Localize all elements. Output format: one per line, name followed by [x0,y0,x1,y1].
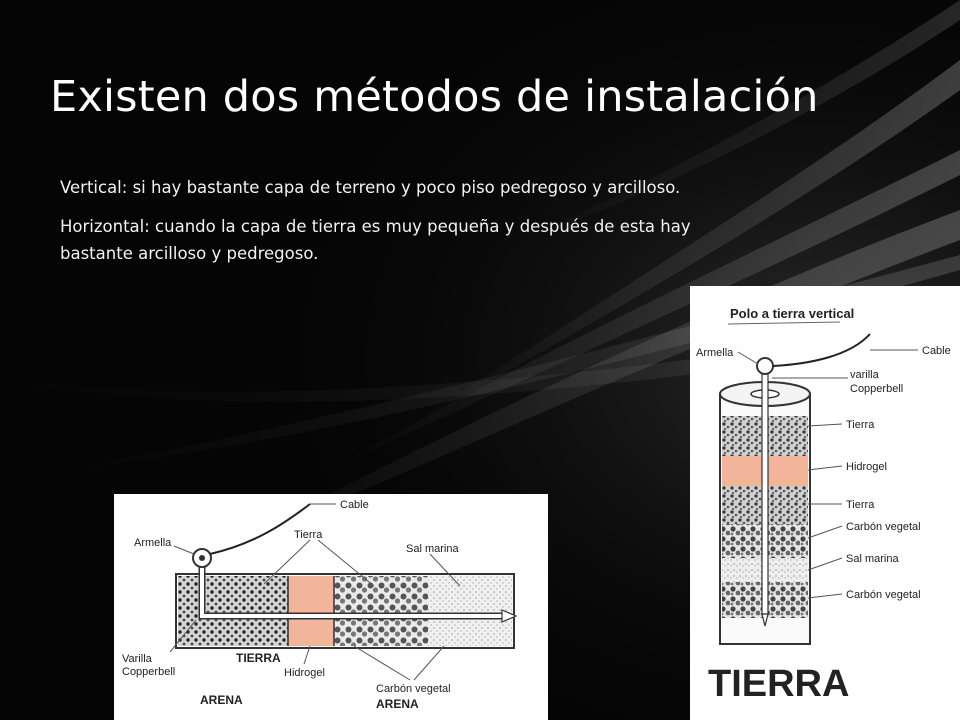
h-layer-carbon [334,576,428,646]
vertical-grounding-diagram [690,286,960,720]
paragraph-horizontal: Horizontal: cuando la capa de tierra es muy pequeña y después de esta hay bastante arcilloso y pedregoso. [60,217,691,263]
label-armella: Armella [696,347,734,359]
label-carbon-1: Carbón vegetal [846,521,921,533]
h-label-copperbell: Copperbell [122,666,176,678]
h-label-hidrogel: Hidrogel [284,667,325,679]
label-carbon-2: Carbón vegetal [846,589,921,601]
h-layer-sal-marina [428,576,512,646]
h-label-armella: Armella [134,537,172,549]
label-tierra-mid: Tierra [846,499,875,511]
h-armella-center [199,555,205,561]
vertical-diagram-svg [690,286,960,720]
slide-body [60,174,710,279]
h-label-cable: Cable [340,499,369,511]
label-sal-marina: Sal marina [846,553,899,565]
label-cable: Cable [922,345,951,357]
h-layer-tierra [178,576,288,646]
vertical-heading: Polo a tierra vertical [730,306,855,321]
label-varilla: varilla [850,369,879,381]
label-tierra-top: Tierra [846,419,875,431]
h-label-arena-right: ARENA [376,697,419,711]
label-copperbell: Copperbell [850,383,904,395]
cable-line [773,334,870,366]
label-hidrogel: Hidrogel [846,461,887,473]
h-label-tierra: Tierra [294,529,323,541]
h-label-carbon: Carbón vegetal [376,683,451,695]
ground-label-tierra: TIERRA [708,663,850,705]
armella-ring [757,358,773,374]
h-label-sal-marina: Sal marina [406,543,459,555]
h-label-arena-left: ARENA [200,693,243,707]
h-label-varilla: Varilla [122,653,152,665]
horizontal-grounding-diagram [114,494,548,720]
heading-underline [728,322,840,324]
horizontal-diagram-svg [114,494,548,720]
copperbell-rod [762,368,768,614]
paragraph-vertical: Vertical: si hay bastante capa de terreno y poco piso pedregoso y arcilloso. [60,178,681,197]
h-label-tierra-bottom: TIERRA [236,651,281,665]
slide-title: Existen dos métodos de instalación [50,72,819,122]
h-layer-hidrogel [288,576,334,646]
